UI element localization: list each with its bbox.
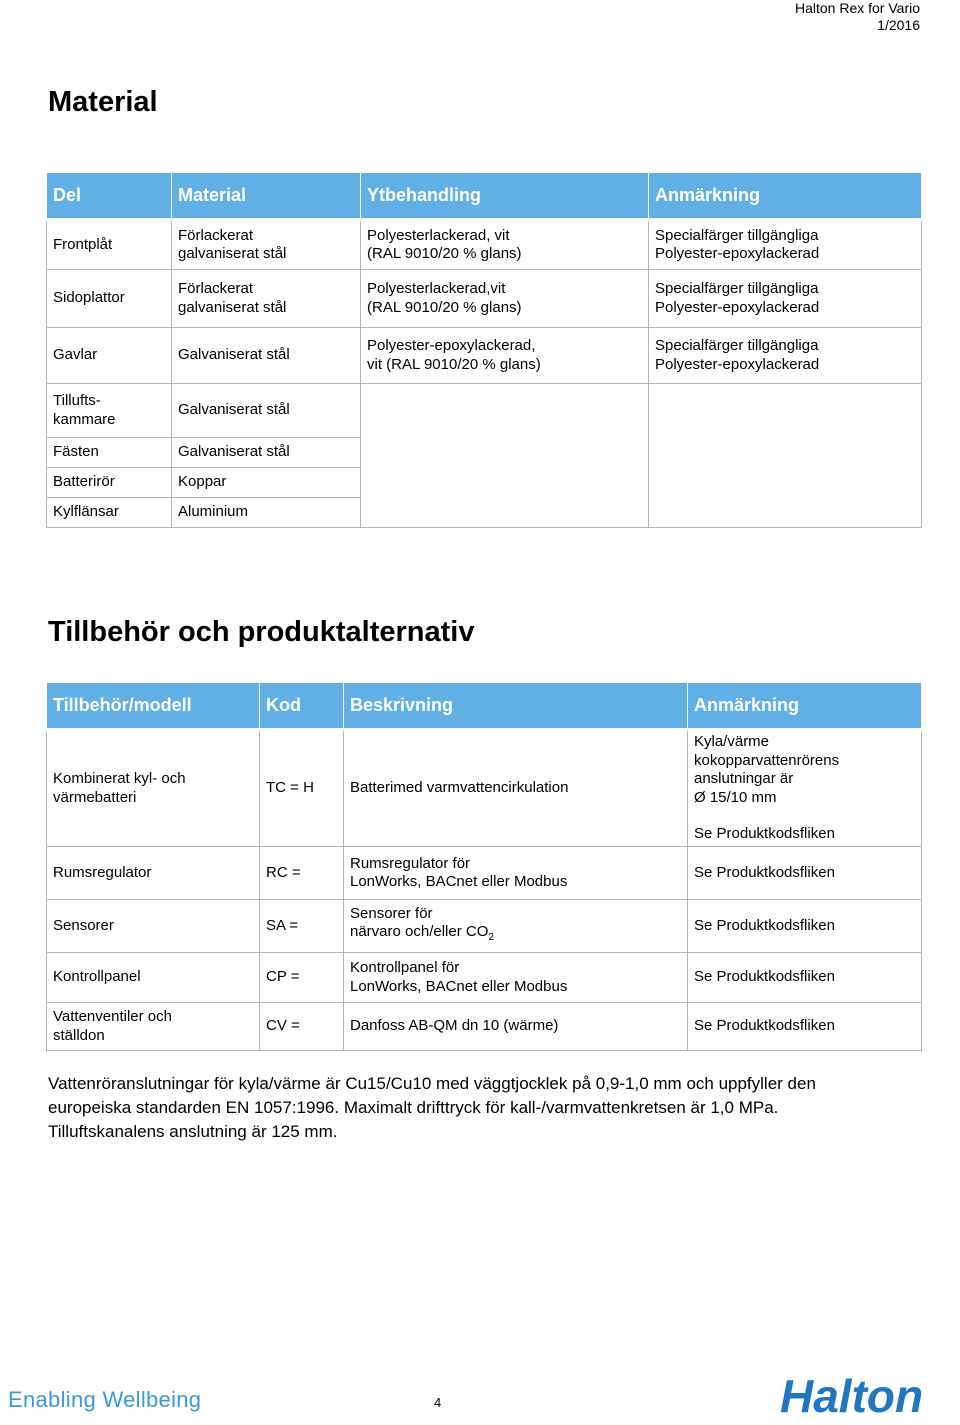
cell-desc: Rumsregulator för LonWorks, BACnet eller Modbus [344, 847, 688, 900]
header-product: Halton Rex for Vario [794, 0, 920, 16]
cell-material: Galvaniserat stål [172, 438, 361, 468]
cell-material: Förlackerat galvaniserat stål [172, 220, 361, 270]
cell-model: Vattenventiler och ställdon [47, 1003, 260, 1051]
cell-del: Fästen [47, 438, 172, 468]
table-row [47, 384, 922, 438]
cell-anm: Specialfärger tillgängliga Polyester-epoxylackerad [649, 328, 922, 384]
cell-material: Galvaniserat stål [172, 328, 361, 384]
cell-desc: Kontrollpanel för LonWorks, BACnet eller Modbus [344, 953, 688, 1003]
cell-kod: RC = [260, 847, 344, 900]
cell-anm: Se Produktkodsfliken [688, 1003, 922, 1051]
cell-del: Batterirör [47, 468, 172, 498]
cell-kod: SA = [260, 900, 344, 953]
cell-anm: Specialfärger tillgängliga Polyester-epoxylackerad [649, 270, 922, 328]
cell-yt: Polyesterlackerad, vit (RAL 9010/20 % glans) [361, 220, 649, 270]
table-row [47, 953, 922, 1003]
material-table [46, 172, 922, 528]
cell-model: Sensorer [47, 900, 260, 953]
halton-logo-icon [780, 1374, 960, 1418]
col-beskrivning: Beskrivning [344, 683, 688, 730]
cell-model: Rumsregulator [47, 847, 260, 900]
cell-desc: Batterimed varmvattencirkulation [344, 730, 688, 847]
cell-anm-empty [649, 384, 922, 528]
table-row [47, 847, 922, 900]
table-row [47, 1003, 922, 1051]
footer-slogan: Enabling Wellbeing [8, 1387, 202, 1412]
cell-anm: Se Produktkodsfliken [688, 953, 922, 1003]
cell-desc: Danfoss AB-QM dn 10 (wärme) [344, 1003, 688, 1051]
material-title: Material [48, 86, 158, 118]
cell-material: Förlackerat galvaniserat stål [172, 270, 361, 328]
table-row [47, 270, 922, 328]
water-connection-note: Vattenröranslutningar för kyla/värme är Cu15/Cu10 med väggtjocklek på 0,9-1,0 mm och uppfyller den europeiska standarden EN 1057:1996. Maximalt drifttryck för kall-/varmvattenkretsen är 1,0 MPa. Tilluftskanalens anslutning är 125 mm. [48, 1074, 816, 1141]
cell-model: Kombinerat kyl- och värmebatteri [47, 730, 260, 847]
cell-yt-empty [361, 384, 649, 528]
logo-text: Halton [780, 1374, 924, 1418]
cell-material: Galvaniserat stål [172, 384, 361, 438]
cell-kod: CV = [260, 1003, 344, 1051]
cell-anm: Se Produktkodsfliken [688, 900, 922, 953]
cell-del: Kylflänsar [47, 498, 172, 528]
col-anmarkning: Anmärkning [649, 173, 922, 220]
cell-model: Kontrollpanel [47, 953, 260, 1003]
cell-desc: Sensorer för närvaro och/eller $CO_2$ [344, 900, 688, 953]
cell-del: Sidoplattor [47, 270, 172, 328]
cell-anm: Kyla/värme kokopparvattenrörens anslutningar är Ø 15/10 mm Se Produktkodsfliken [688, 730, 922, 847]
col-material: Material [172, 173, 361, 220]
col-anmarkning: Anmärkning [688, 683, 922, 730]
cell-kod: CP = [260, 953, 344, 1003]
col-model: Tillbehör/modell [47, 683, 260, 730]
table-row [47, 220, 922, 270]
accessories-title: Tillbehör och produktalternativ [48, 616, 475, 648]
cell-del: Tillufts- kammare [47, 384, 172, 438]
cell-del: Gavlar [47, 328, 172, 384]
table-row [47, 328, 922, 384]
table-row [47, 900, 922, 953]
cell-yt: Polyesterlackerad,vit (RAL 9010/20 % glans) [361, 270, 649, 328]
table-row [47, 730, 922, 847]
page-number: 4 [434, 1395, 442, 1410]
col-del: Del [47, 173, 172, 220]
page-header [795, 0, 920, 34]
cell-yt: Polyester-epoxylackerad, vit (RAL 9010/20 % glans) [361, 328, 649, 384]
cell-material: Koppar [172, 468, 361, 498]
cell-anm: Se Produktkodsfliken [688, 847, 922, 900]
col-kod: Kod [260, 683, 344, 730]
cell-material: Aluminium [172, 498, 361, 528]
cell-kod: TC = H [260, 730, 344, 847]
header-date: 1/2016 [877, 17, 920, 33]
cell-del: Frontplåt [47, 220, 172, 270]
col-ytbehandling: Ytbehandling [361, 173, 649, 220]
accessories-table [46, 682, 922, 1051]
cell-anm: Specialfärger tillgängliga Polyester-epoxylackerad [649, 220, 922, 270]
